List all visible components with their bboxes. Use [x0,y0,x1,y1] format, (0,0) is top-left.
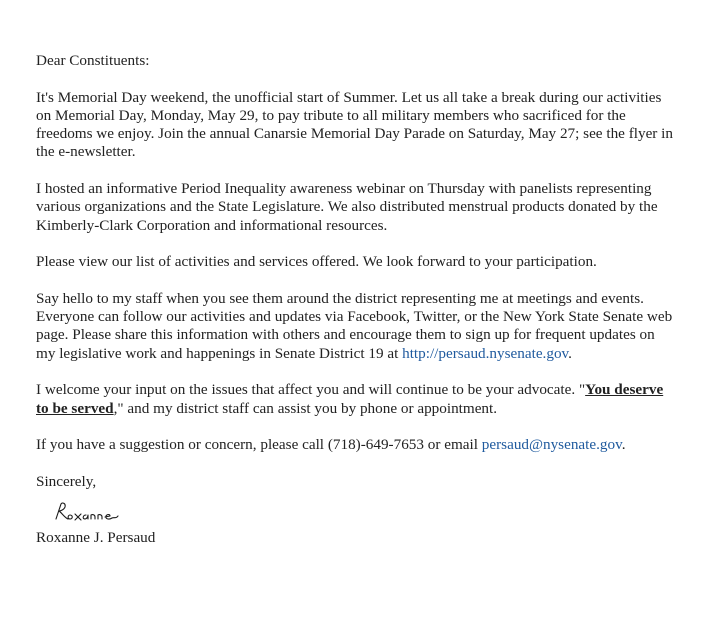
email-link[interactable]: persaud@nysenate.gov [481,436,622,454]
letter-body [36,52,676,547]
greeting: Dear Constituents: [36,52,150,69]
paragraph-staff [36,290,676,363]
paragraph-staff-end: . [568,344,572,362]
website-link[interactable]: http://persaud.nysenate.gov [402,344,569,362]
paragraph-activities: Please view our list of activities and services offered. We look forward to your participation. [36,253,597,271]
paragraph-contact-end: . [621,436,626,454]
paragraph-advocate-text: I welcome your input on the issues that affect you and will continue to be your advocate. " [36,381,586,399]
paragraph-advocate [36,381,676,418]
paragraph-contact-text: If you have a suggestion or concern, please call (718)-649-7653 or email [36,436,482,454]
paragraph-memorial-day: It's Memorial Day weekend, the unofficial start of Summer. Let us all take a break during our activities on Memorial Day, Monday, May 29, to pay tribute to all military members who sacrificed for the freedoms we enjoy. Join the annual Canarsie Memorial Day Parade on Saturday, May 27; see the flyer in the e-newsletter. [36,88,673,161]
paragraph-webinar: I hosted an informative Period Inequality awareness webinar on Thursday with panelists representing various organizations and the State Legislature. We also distributed menstrual products donated by the Kimberly-Clark Corporation and informational resources. [36,180,658,234]
signatory-name: Roxanne J. Persaud [36,529,156,547]
slogan-emphasis: You deserve to be served [36,381,664,417]
paragraph-advocate-end: ," and my district staff can assist you by phone or appointment. [113,399,498,417]
paragraph-staff-text: Say hello to my staff when you see them around the district representing me at meetings and events. Everyone can follow our activities and updates via Facebook, Twitter, or the New York State Senate web page. Please share this information with others and encourage them to sign up for frequent updates on my legislative work and happenings in Senate District 19 at [36,289,673,362]
closing: Sincerely, [36,472,97,490]
handwritten-signature [52,501,122,523]
paragraph-contact [36,436,676,454]
